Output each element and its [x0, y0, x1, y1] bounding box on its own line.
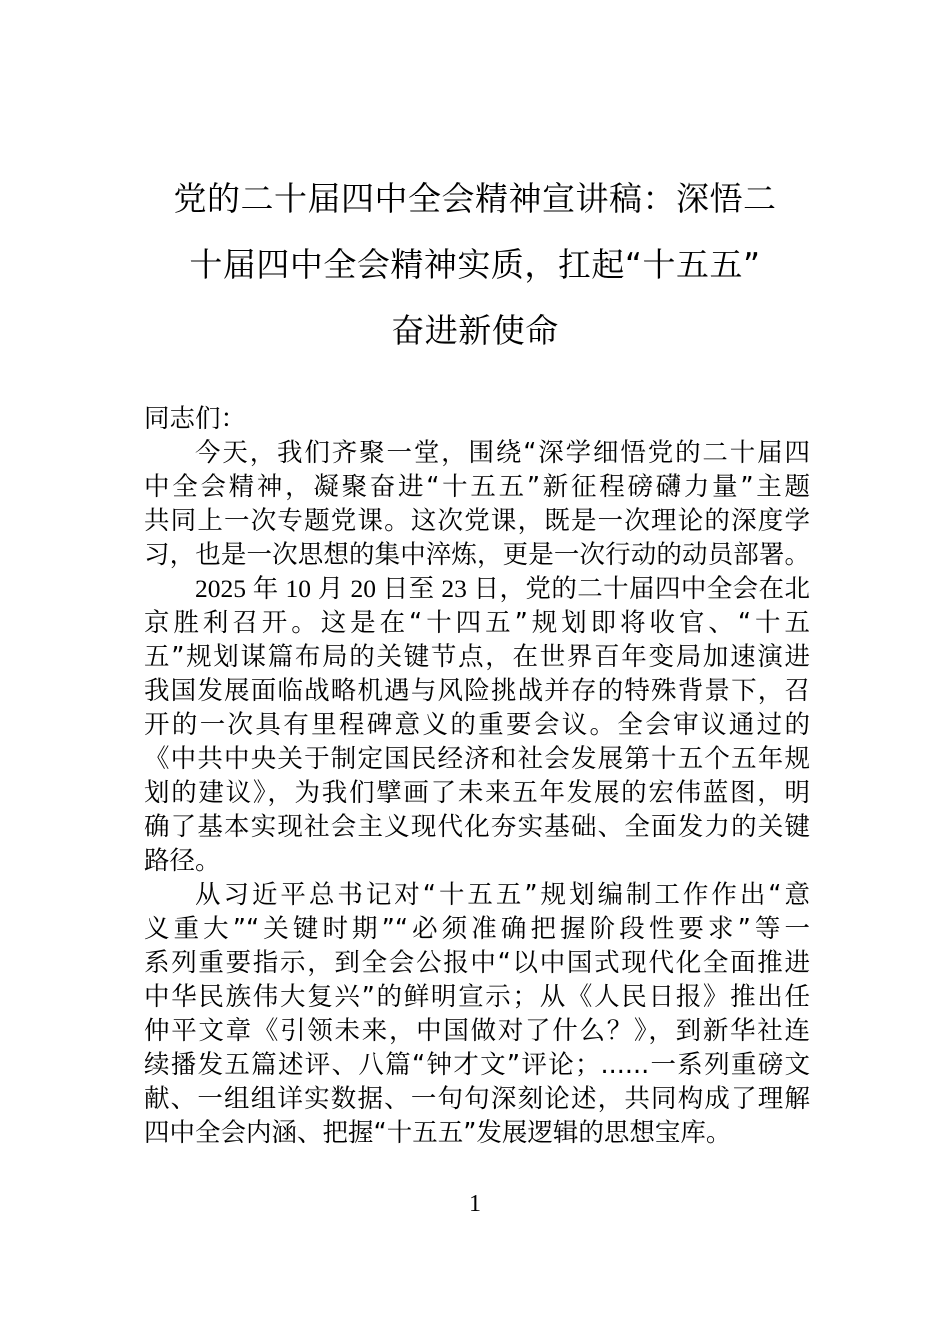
text-line: 中华民族伟大复兴”的鲜明宣示；从《人民日报》推出任: [144, 982, 810, 1012]
text-line: 从习近平总书记对“十五五”规划编制工作作出“意: [195, 880, 810, 910]
paragraph-1: [144, 436, 810, 572]
text-line: 习，也是一次思想的集中淬炼，更是一次行动的动员部署。: [144, 540, 810, 570]
text-line: 仲平文章《引领未来，中国做对了什么？》，到新华社连: [144, 1016, 810, 1046]
text-line: 五”规划谋篇布局的关键节点，在世界百年变局加速演进: [144, 642, 810, 672]
text-line: 确了基本实现社会主义现代化夯实基础、全面发力的关键: [144, 812, 810, 842]
salutation: 同志们：: [144, 404, 247, 434]
text-line: 我国发展面临战略机遇与风险挑战并存的特殊背景下，召: [144, 676, 810, 706]
text-line: 《中共中央关于制定国民经济和社会发展第十五个五年规: [144, 744, 810, 774]
text-line: 划的建议》，为我们擘画了未来五年发展的宏伟蓝图，明: [144, 778, 810, 808]
text-line: 献、一组组详实数据、一句句深刻论述，共同构成了理解: [144, 1084, 810, 1114]
text-line: 开的一次具有里程碑意义的重要会议。全会审议通过的: [144, 710, 810, 740]
title-line: 十届四中全会精神实质，扛起“十五五”: [189, 245, 761, 284]
text-line: 路径。: [144, 846, 221, 876]
text-line: 续播发五篇述评、八篇“钟才文”评论；......一系列重磅文: [144, 1050, 810, 1080]
title-line: 奋进新使命: [391, 311, 559, 350]
paragraph-3: [144, 878, 810, 1150]
paragraph-2: [144, 572, 810, 878]
text-line: 2025 年 10 月 20 日至 23 日，党的二十届四中全会在北: [195, 574, 810, 603]
page-number: 1: [469, 1191, 481, 1217]
text-line: 共同上一次专题党课。这次党课，既是一次理论的深度学: [144, 506, 810, 536]
text-line: 京胜利召开。这是在“十四五”规划即将收官、“十五: [144, 608, 810, 638]
document-title: [140, 166, 810, 364]
text-line: 今天，我们齐聚一堂，围绕“深学细悟党的二十届四: [195, 438, 810, 468]
text-line: 中全会精神，凝聚奋进“十五五”新征程磅礴力量”主题: [144, 472, 810, 502]
title-line: 党的二十届四中全会精神宣讲稿：深悟二: [173, 179, 777, 218]
text-line: 义重大”“关键时期”“必须准确把握阶段性要求”等一: [144, 914, 810, 944]
document-body: [144, 402, 810, 1150]
text-line: 系列重要指示，到全会公报中“以中国式现代化全面推进: [144, 948, 810, 978]
text-line: 四中全会内涵、把握“十五五”发展逻辑的思想宝库。: [144, 1118, 732, 1148]
